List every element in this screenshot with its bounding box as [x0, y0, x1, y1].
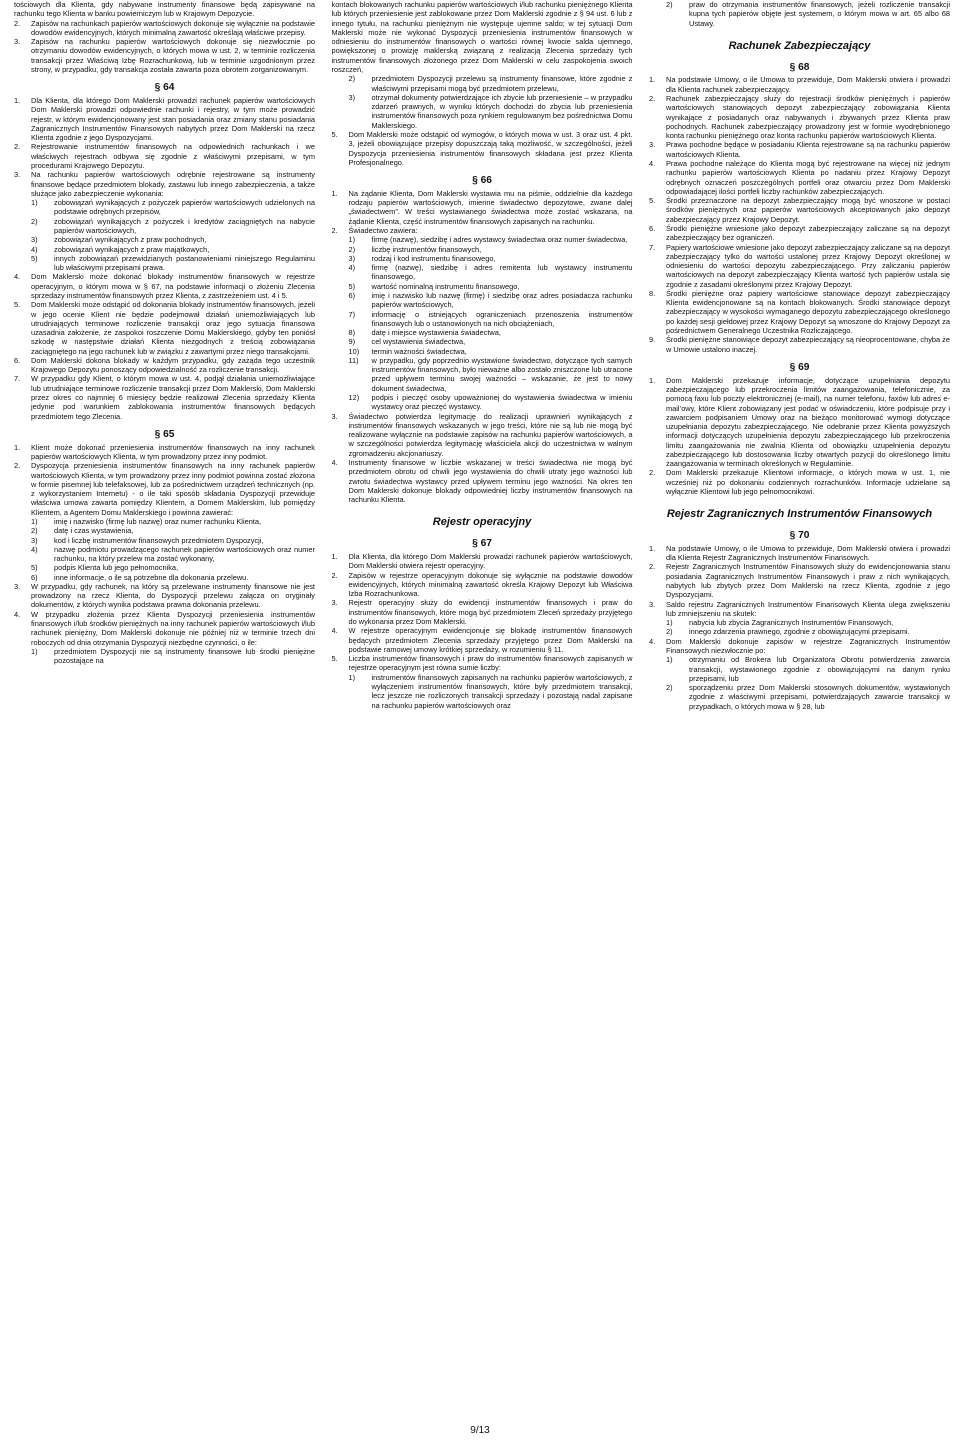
paragraph-number: 5. — [331, 654, 338, 664]
sub-item — [349, 310, 633, 329]
sub-item-text: firmę (nazwę), siedzibę i adres wystawcy świadectwa oraz numer świadectwa, — [371, 235, 628, 245]
sub-item — [666, 627, 950, 636]
sub-item-text: datę i czas wystawienia, — [54, 526, 134, 536]
sub-item-text: firmę (nazwę), siedzibę i adres remitenta lub wystawcy instrumentu finansowego, — [371, 263, 633, 282]
sub-item-text: otrzymaniu od Brokera lub Organizatora Obrotu potwierdzenia zawarcia transakcji, wystawionego zgodnie z obowiązującymi na danym rynku przepisami, lub — [689, 655, 950, 683]
paragraph-number: 4. — [14, 609, 21, 619]
paragraph-number: 4. — [649, 636, 656, 646]
sub-item-text: termin ważności świadectwa, — [371, 346, 467, 356]
paragraph-text: Rachunek zabezpieczający służy do rejestracji środków pieniężnych i papierów wartościowych stanowiących depozyt zabezpieczający zobowiązania Klienta wynikające z posiadanych oraz nabywanych i zbywanych przez Klienta praw pochodnych. Rachunek zabezpieczający prowadzony jest w formie wyodrębnionego konta rachunku pieniężnego oraz konta rachunku papierów wartościowych Klienta. — [666, 94, 950, 141]
paragraph-number: 2. — [331, 225, 338, 235]
sub-item — [349, 254, 633, 263]
paragraph-number: 2. — [649, 562, 656, 572]
paragraph-text: Rejestrowanie instrumentów finansowych na odpowiednich rachunkach i we właściwych rejestrach odbywa się zgodnie z właściwymi przepisami, w tym procedurami Krajowego Depozytu. — [31, 142, 315, 171]
numbered-paragraph — [14, 300, 315, 356]
numbered-paragraph — [332, 189, 633, 226]
sub-item — [666, 655, 950, 683]
sub-item-number: 9) — [348, 337, 356, 347]
sub-item-text: imię i nazwisko (firmę lub nazwę) oraz numer rachunku Klienta, — [54, 516, 262, 526]
sub-item-text: zobowiązań wynikających z pożyczek i kredytów zaciągniętych na nabycie papierów wartościowych, — [54, 216, 315, 235]
sub-item-text: kod i liczbę instrumentów finansowych przedmiotem Dyspozycji, — [54, 535, 264, 545]
sub-item-number: 5) — [31, 563, 38, 573]
paragraph-text: Środki pieniężne oraz papiery wartościowe stanowiące depozyt zabezpieczający Klienta ewidencjonowane są na kontach blokowanych. Środki stanowiące depozyt zabezpieczający w wysokości wymaganego depozytu zabezpieczającego określonego po każdej sesji giełdowej przez Krajowy Depozyt są wnoszone do Krajowy Depozyt za pośrednictwem Generalnego Uczestnika Rozliczającego. — [666, 288, 950, 336]
paragraph-text: Dla Klienta, dla którego Dom Maklerski prowadzi rachunek papierów wartościowych, Dom Maklerski otwiera rejestr operacyjny. — [348, 552, 633, 571]
paragraph-text: Instrumenty finansowe w liczbie wskazanej w treści świadectwa nie mogą być przedmiotem obrotu od chwili jego wystawienia do chwili utraty jego ważności lub zwrotu świadectwa wystawcy przed upływem terminu jego ważności. Na okres ten Dom Maklerski dokonuje blokady odpowiedniej liczby instrumentów finansowych na rachunku Klienta. — [348, 458, 633, 505]
paragraph-number: 1. — [14, 442, 21, 452]
paragraph-text: Na podstawie Umowy, o ile Umowa to przewiduje, Dom Maklerski otwiera i prowadzi dla Klienta rachunek zabezpieczający. — [666, 75, 950, 94]
sub-item-number: 7) — [348, 309, 356, 319]
sub-item-number: 6) — [348, 290, 356, 300]
numbered-paragraph — [649, 468, 950, 496]
sub-item — [31, 217, 315, 236]
sub-item-text: przedmiotem Dyspozycji przelewu są instrumenty finansowe, które zgodnie z właściwymi przepisami mogą być przedmiotem przelewu, — [371, 74, 633, 93]
sub-item — [349, 347, 633, 356]
paragraph-number: 2. — [649, 468, 656, 478]
paragraph-text: Rejestr Zagranicznych Instrumentów Finansowych służy do ewidencjonowania stanu posiadania Zagranicznych Instrumentów Finansowych i praw z nich wynikających, nabytych lub zbytych przez Dom Maklerski na rzecz Klienta, zgodnie z jego Dyspozycjami. — [666, 562, 950, 600]
continued-text: kontach blokowanych rachunku papierów wartościowych i/lub rachunku pieniężnego Klienta lub których przeniesienie jest zablokowane przez Dom Maklerski zgodnie z § 94 ust. 6 lub z innego tytułu, na rachunku pieniężnym nie występuje ujemne saldo; w tej sytuacji Dom Maklerski może nie wykonać Dyspozycji przeniesienia instrumentów finansowych w odniesieniu do instrumentów finansowych o wartości równej kwocie salda ujemnego, powiększonej o prowizję maklerską związaną z realizacją Zlecenia sprzedaży tych instrumentów finansowych złożonego przez Dom Maklerski w celu zaspokojenia swoich roszczeń, — [331, 0, 633, 74]
sub-item-text: zobowiązań wynikających z pożyczek papierów wartościowych udzielonych na podstawie odrębnych przepisów, — [54, 198, 315, 217]
sub-item-text: zobowiązań wynikających z praw majątkowych, — [54, 244, 210, 254]
paragraph-number: 1. — [331, 552, 338, 562]
sub-item-text: podpis Klienta lub jego pełnomocnika, — [54, 563, 179, 573]
paragraph-number: 3. — [649, 140, 656, 150]
sub-item — [31, 517, 315, 526]
sub-item-text: otrzymał dokumenty potwierdzające ich zbycie lub przeniesienie – w przypadku zdarzeń prawnych, w wyniku których dochodzi do zbycia lub przeniesienia instrumentów finansowych poza rynkiem regulowanym bez pośrednictwa Domu Maklerskiego. — [371, 92, 633, 130]
paragraph-number: 7. — [649, 242, 656, 252]
paragraph-text: Dom Maklerski przekazuje Klientowi informacje, o których mowa w ust. 1, nie wcześniej niż po dokonaniu codziennych rozrachunków. Informacje udzielane są wyłącznie Klientowi lub jego pełnomocnikowi. — [666, 468, 950, 497]
sub-item-number: 4) — [31, 544, 38, 554]
paragraph-text: W rejestrze operacyjnym ewidencjonuje się blokadę instrumentów finansowych będących przedmiotem Zlecenia sprzedaży przyjętego przez Dom Maklerski na podstawie ramowej umowy krótkiej sprzedaży, w rozumieniu § 11. — [348, 626, 633, 654]
paragraph-text: Rejestr operacyjny służy do ewidencji instrumentów finansowych i praw do instrumentów finansowych, które mogą być przedmiotem Zleceń sprzedaży przyjętego do wykonania przez Dom Maklerski. — [348, 598, 633, 626]
numbered-paragraph — [14, 356, 315, 375]
paragraph-number: 6. — [649, 223, 656, 233]
paragraph-text: Dom Maklerski dokona blokady w każdym przypadku, gdy zażąda tego uczestnik Krajowego Depozytu ponoszący odpowiedzialność za rozliczenie transakcji. — [31, 355, 315, 375]
paragraph-text: Dla Klienta, dla którego Dom Maklerski prowadzi rachunek papierów wartościowych Dom Maklerski prowadzi odpowiednie rachunki i rejestry, w tym może prowadzić rejestr, w którym ewidencjonowany jest stan posiadania oraz zmiany stanu posiadania Zagranicznych Instrumentów Finansowych nabytych przez Dom Maklerski na rzecz Klienta zgodnie z jego Dyspozycjami. — [31, 96, 315, 143]
paragraph-text: Dyspozycja przeniesienia instrumentów finansowych na inny rachunek papierów wartościowych Klienta, w tym prowadzony przez inny podmiot powinna zostać złożona w formie pisemnej lub telefaksowej, lub za pośrednictwem urządzeń technicznych (np. z wykorzystaniem Internetu) - o ile taki sposób składania Dyspozycji przewiduje właściwa umowa zawarta pomiędzy Klientem, a Domem Maklerskim, lub pomiędzy Klientem, a Agentem Domu Maklerskiego i powinna zawierać: — [31, 461, 315, 517]
paragraph-text: W przypadku złożenia przez Klienta Dyspozycji przeniesienia instrumentów finansowych i/lub środków pieniężnych na inny rachunek papierów wartościowych i/lub rachunek pieniężny, Dom Maklerski dokonuje nie później niż w terminie trzech dni roboczych od dnia otrzymania Dyspozycji niezbędne czynności, o ile: — [31, 609, 315, 647]
numbered-paragraph — [14, 272, 315, 300]
numbered-paragraph — [649, 600, 950, 619]
numbered-paragraph — [14, 170, 315, 198]
sub-item-text: rodzaj i kod instrumentu finansowego, — [371, 253, 496, 263]
numbered-paragraph — [649, 196, 950, 224]
sub-item-number: 2) — [31, 526, 38, 536]
numbered-paragraph — [649, 637, 950, 656]
sub-item — [31, 536, 315, 545]
numbered-paragraph — [649, 140, 950, 159]
section-heading: § 68 — [789, 61, 810, 73]
paragraph-text: Dom Maklerski może dokonać blokady instrumentów finansowych w rejestrze operacyjnym, o którym mowa w § 67, na podstawie informacji o złożeniu Zlecenia sprzedaży instrumentów finansowych przez Klienta, z zastrzeżeniem ust. 4 i 5. — [31, 272, 315, 300]
numbered-paragraph — [14, 374, 315, 420]
chapter-heading: Rejestr operacyjny — [432, 516, 532, 529]
sub-item — [31, 254, 315, 273]
sub-item — [31, 245, 315, 254]
numbered-paragraph — [332, 552, 633, 571]
sub-item-number: 12) — [348, 393, 360, 403]
paragraph-text: Dom Maklerski dokonuje zapisów w rejestrze Zagranicznych Instrumentów Finansowych niezwłocznie po: — [666, 636, 950, 656]
sub-item — [31, 198, 315, 217]
sub-item-number: 3) — [31, 235, 38, 245]
paragraph-number: 2. — [649, 94, 656, 103]
paragraph-text: Świadectwo potwierdza legitymację do realizacji uprawnień wynikających z instrumentów finansowych wskazanych w jego treści, które nie są lub nie mogą być realizowane wyłącznie na podstawie zapisów na rachunku papierów wartościowych, a w szczególności potwierdza legitymację właściciela akcji do uczestnictwa w walnym zgromadzeniu akcjonariuszy. — [348, 411, 633, 458]
section-heading: § 70 — [789, 530, 810, 542]
sub-item — [31, 545, 315, 564]
document-page — [14, 0, 950, 1410]
sub-item — [666, 618, 950, 627]
numbered-paragraph — [14, 96, 315, 142]
paragraph-text: Środki pieniężne stanowiące depozyt zabezpieczający są nieoprocentowane, chyba że w Umowie ustalono inaczej. — [666, 335, 950, 354]
sub-item-text: podpis i pieczęć osoby upoważnionej do wystawienia świadectwa w imieniu wystawcy oraz pieczęć wystawcy. — [371, 393, 633, 412]
sub-item-text: imię i nazwisko lub nazwę (firmę) i siedzibę oraz adres posiadacza rachunku papierów wartościowych, — [371, 290, 633, 310]
sub-item-number: 5) — [31, 253, 38, 263]
page-number: 9/13 — [470, 1425, 490, 1436]
sub-item-text: nabycia lub zbycia Zagranicznych Instrumentów Finansowych, — [689, 618, 894, 628]
paragraph-text: W przypadku gdy Klient, o którym mowa w ust. 4, podjął działania uniemożliwiające lub utrudniające terminowe rozliczenie transakcji przez Dom Maklerski, Dom Maklerski przez okres co najmniej 6 miesięcy będzie realizował Zlecenia sprzedaży Klienta jedynie pod warunkiem zablokowania instrumentów finansowych będących przedmiotem tego Zlecenia. — [31, 374, 315, 421]
section-heading: § 64 — [154, 82, 175, 94]
sub-item-text: praw do otrzymania instrumentów finansowych, jeżeli rozliczenie transakcji kupna tych papierów objęte jest systemem, o którym mowa w art. 65 albo 68 Ustawy. — [689, 0, 950, 28]
sub-item-text: wartość nominalną instrumentu finansowego, — [371, 281, 520, 291]
sub-item-number: 2) — [666, 683, 673, 693]
sub-item — [349, 673, 633, 710]
numbered-paragraph — [649, 335, 950, 354]
paragraph-text: W przypadku, gdy rachunek, na który są przelewane instrumenty finansowe nie jest prowadzony na rzecz Klienta, do Dyspozycji przelewu załącza on oryginały dokumentów, z których wynika podstawa prawna dokonania przelewu. — [31, 581, 315, 610]
section-heading: § 67 — [472, 538, 492, 550]
paragraph-number: 4. — [331, 458, 338, 468]
paragraph-number: 1. — [331, 188, 338, 198]
sub-item-number: 2) — [666, 0, 673, 9]
sub-item — [349, 93, 633, 130]
sub-item-text: datę i miejsce wystawienia świadectwa, — [371, 328, 501, 338]
paragraph-text: Zapisów na rachunkach papierów wartościowych dokonuje się wyłącznie na podstawie dowodów ewidencyjnych, których minimalną zawartość określają właściwe przepisy. — [31, 18, 315, 37]
sub-item-number: 6) — [31, 572, 38, 582]
sub-item-number: 1) — [31, 198, 38, 208]
numbered-paragraph — [649, 159, 950, 196]
sub-item-number: 4) — [348, 263, 356, 273]
sub-item-number: 3) — [31, 535, 38, 545]
paragraph-number: 1. — [649, 543, 656, 553]
numbered-paragraph — [14, 461, 315, 517]
sub-item-number: 8) — [348, 328, 356, 338]
paragraph-number: 3. — [649, 599, 656, 609]
sub-item — [349, 356, 633, 393]
sub-item — [31, 526, 315, 535]
sub-item-text: w przypadku, gdy poprzednio wystawione świadectwo, dotyczące tych samych instrumentów finansowych, było nieważne albo zostało zniszczone lub utracone przed upływem terminu swojej ważności – wskazanie, że jest to nowy dokument świadectwa, — [371, 355, 633, 393]
numbered-paragraph — [649, 376, 950, 469]
paragraph-number: 8. — [649, 288, 656, 298]
paragraph-text: Dom Maklerski może odstąpić od wymogów, o których mowa w ust. 3 oraz ust. 4 pkt. 3, jeżeli obowiązujące przepisy dopuszczają taką możliwość, w szczególności, jeżeli Dyspozycja przeniesienia instrumentów finansowych składana jest przez Klienta Profesjonalnego. — [348, 129, 633, 167]
sub-item-text: instrumentów finansowych zapisanych na rachunku papierów wartościowych, z wyłączeniem instrumentów finansowych, które były przedmiotem transakcji, lecz jeszcze nie rozliczonych transakcji sprzedaży i pozostają nadal zapisane na rachunku papierów wartościowych oraz — [371, 672, 633, 710]
paragraph-number: 1. — [14, 96, 21, 106]
numbered-paragraph — [14, 37, 315, 74]
sub-item-number: 2) — [348, 74, 356, 84]
sub-item — [349, 245, 633, 254]
sub-item — [349, 74, 633, 93]
sub-item-number: 1) — [348, 235, 356, 245]
paragraph-text: Środki pieniężne wniesione jako depozyt zabezpieczający zaliczane są na depozyt zabezpieczający bez ograniczeń. — [666, 223, 950, 243]
sub-item-text: innego zdarzenia prawnego, zgodnie z obowiązującymi przepisami. — [689, 627, 910, 637]
numbered-paragraph — [649, 544, 950, 563]
paragraph-text: Środki przeznaczone na depozyt zabezpieczający mogą być wnoszone w postaci środków pieniężnych oraz papierów wartościowych akceptowanych jako depozyt zabezpieczający przez Krajowy Depozyt. — [666, 196, 950, 224]
paragraph-number: 7. — [14, 374, 21, 384]
paragraph-text: Zapisów w rejestrze operacyjnym dokonuje się wyłącznie na podstawie dowodów ewidencyjnych, których minimalną zawartość określa Krajowy Depozyt lub Właściwa Izba Rozrachunkowa. — [348, 570, 633, 599]
paragraph-number: 5. — [331, 129, 338, 139]
numbered-paragraph — [332, 571, 633, 599]
numbered-paragraph — [14, 610, 315, 647]
sub-item-number: 11) — [348, 355, 359, 365]
sub-item-text: sporządzeniu przez Dom Maklerski stosownych dokumentów, wystawionych zgodnie z właściwymi przepisami, potwierdzających zawarcie transakcji w przypadkach, o których mowa w § 28, lub — [689, 683, 950, 711]
numbered-paragraph — [14, 582, 315, 610]
paragraph-number: 2. — [14, 142, 21, 152]
paragraph-text: Liczba instrumentów finansowych i praw do instrumentów finansowych zapisanych w rejestrze operacyjnym jest równa sumie liczby: — [348, 654, 633, 673]
numbered-paragraph — [649, 224, 950, 243]
sub-item — [349, 235, 633, 244]
sub-item-number: 3) — [348, 253, 356, 263]
numbered-paragraph — [332, 130, 633, 167]
sub-item-number: 2) — [31, 216, 38, 226]
sub-item — [31, 235, 315, 244]
sub-item — [666, 683, 950, 711]
numbered-paragraph — [649, 75, 950, 94]
paragraph-number: 2. — [14, 461, 21, 471]
paragraph-number: 4. — [649, 158, 656, 168]
sub-item-text: innych zobowiązań przewidzianych postanowieniami niniejszego Regulaminu lub właściwymi przepisami prawa. — [54, 253, 315, 273]
column-middle — [332, 0, 633, 1410]
sub-item — [349, 328, 633, 337]
numbered-paragraph — [14, 443, 315, 462]
sub-item-number: 5) — [348, 281, 356, 291]
section-heading: § 66 — [472, 175, 492, 187]
numbered-paragraph — [332, 654, 633, 673]
sub-item — [31, 573, 315, 582]
numbered-paragraph — [332, 226, 633, 235]
sub-item-text: informację o istniejących ograniczeniach przenoszenia instrumentów finansowych lub o ustanowionych na nich obciążeniach, — [371, 309, 633, 328]
sub-item-number: 1) — [666, 655, 673, 665]
paragraph-number: 4. — [14, 272, 21, 282]
column-right — [649, 0, 950, 1410]
paragraph-text: Dom Maklerski przekazuje informacje, dotyczące uzupełniania depozytu zabezpieczającego lub przekroczenia limitów zaangażowania, telefonicznie, za pomocą faxu lub poczty elektronicznej (e-mail), na numer telefonu, faxów lub adres e-mail’owy, które Klient zobowiązany jest podać w oświadczeniu, które podpisuje przy i zawarciem podpisaniem Umowy oraz na bieżąco monitorować wymogi dotyczące uzupełniania depozytu zabezpieczającego. Nie odebranie przez Klienta powyższych informacji dotyczących uzupełnienia depozytu zabezpieczającego lub przekroczenia limitu zaangażowania nie zwalnia Klienta od obowiązku uzupełnienia depozytu zabezpieczającego lub dostosowania liczby otwartych pozycji do określonego limitu zaangażowania w terminach określonych w Regulaminie. — [666, 375, 950, 469]
paragraph-number: 3. — [331, 411, 338, 421]
sub-item — [349, 393, 633, 412]
paragraph-text: Prawa pochodne należące do Klienta mogą być rejestrowane na więcej niż jednym rachunku papierów wartościowych Klienta po nadaniu przez Krajowy Depozyt odrębnych oznaczeń poszczególnych portfeli oraz otwarciu przez Dom Maklerski odpowiadającej ilości portfeli liczby rachunków zabezpieczających. — [666, 158, 950, 196]
paragraph-number: 9. — [649, 335, 656, 345]
paragraph-text: Na żądanie Klienta, Dom Maklerski wystawia mu na piśmie, oddzielnie dla każdego rodzaju papierów wartościowych, imienne świadectwo depozytowe, zwane dalej „świadectwem”. W treści wystawianego świadectwa może zostać wskazana, na żądanie Klienta, część instrumentów finansowych zapisanych na rachunku. — [348, 188, 633, 226]
sub-item-text: liczbę instrumentów finansowych, — [371, 244, 482, 254]
numbered-paragraph — [332, 458, 633, 504]
sub-item — [349, 291, 633, 310]
sub-item-text: zobowiązań wynikających z praw pochodnych, — [54, 235, 207, 245]
paragraph-number: 6. — [14, 355, 21, 365]
paragraph-text: Świadectwo zawiera: — [348, 225, 418, 235]
sub-item — [31, 563, 315, 572]
sub-item-text: nazwę podmiotu prowadzącego rachunek papierów wartościowych oraz numer rachunku, na który przelew ma zostać wykonany, — [54, 544, 315, 564]
paragraph-text: Dom Maklerski może odstąpić od dokonania blokady instrumentów finansowych, jeżeli w jego ocenie Klient nie będzie podejmował działań uniemożliwiających lub utrudniających terminowe rozliczenie transakcji oraz jego sytuacja finansowa uzasadnia założenie, że zaspokoi roszczenie Domu Maklerskiego, gdyby ten poniósł szkodę w następstwie działań Klienta niezgodnych z treścią zobowiązania zaciągniętego na jego rachunek lub w związku z zawartymi przez niego transakcjami. — [31, 300, 315, 356]
section-heading: § 65 — [154, 428, 175, 440]
paragraph-number: 3. — [14, 170, 21, 180]
sub-item-number: 10) — [348, 346, 360, 356]
numbered-paragraph — [649, 562, 950, 599]
continued-text: tościowych dla Klienta, gdy nabywane instrumenty finansowe będą zapisywane na rachunku tego Klienta w banku powierniczym lub w Krajowym Depozycie. — [14, 0, 315, 19]
numbered-paragraph — [14, 142, 315, 170]
paragraph-text: Klient może dokonać przeniesienia instrumentów finansowych na inny rachunek papierów wartościowych Klienta, w tym prowadzony przez inny podmiot. — [31, 442, 315, 461]
sub-item — [31, 647, 315, 666]
numbered-paragraph — [332, 412, 633, 458]
chapter-heading: Rejestr Zagranicznych Instrumentów Finansowych — [666, 508, 933, 521]
sub-item — [349, 263, 633, 282]
paragraph-text: Na rachunku papierów wartościowych odrębnie rejestrowane są instrumenty finansowe będące przedmiotem blokady, zastawu lub innego zabezpieczenia, a także służące jako zabezpieczenie wykonania: — [31, 170, 315, 198]
numbered-paragraph — [14, 19, 315, 38]
column-left — [14, 0, 315, 1410]
paragraph-number: 1. — [649, 375, 656, 385]
paragraph-text: Prawa pochodne będące w posiadaniu Klienta rejestrowane są na rachunku papierów wartościowych Klienta. — [666, 140, 950, 159]
paragraph-number: 2. — [14, 18, 21, 28]
sub-item-number: 1) — [31, 646, 38, 656]
numbered-paragraph — [332, 598, 633, 626]
paragraph-text: Saldo rejestru Zagranicznych Instrumentów Finansowych Klienta ulega zwiększeniu lub zmniejszeniu na skutek: — [666, 599, 950, 618]
sub-item-text: inne informacje, o ile są potrzebne dla dokonania przelewu. — [54, 572, 249, 582]
paragraph-number: 3. — [14, 37, 21, 47]
paragraph-number: 2. — [331, 570, 338, 580]
paragraph-number: 3. — [14, 581, 21, 591]
sub-item-number: 3) — [348, 92, 356, 102]
paragraph-number: 1. — [649, 75, 656, 85]
paragraph-number: 4. — [331, 626, 338, 636]
paragraph-number: 5. — [649, 196, 656, 206]
sub-item-number: 4) — [31, 244, 38, 254]
numbered-paragraph — [649, 243, 950, 289]
numbered-paragraph — [649, 289, 950, 335]
sub-item-number: 2) — [348, 244, 356, 254]
paragraph-text: Zapisów na rachunku papierów wartościowych dokonuje się niezwłocznie po otrzymaniu dowodów ewidencyjnych, o których mowa w ust. 2, w terminie rozliczenia transakcji przez Właściwą Izbę Rozrachunkową, lub w terminie uzgodnionym przez strony, w przypadku, gdy transakcja została zawarta poza obrotem zorganizowanym. — [31, 37, 315, 74]
numbered-paragraph — [649, 94, 950, 140]
paragraph-number: 3. — [331, 598, 338, 608]
sub-item-number: 2) — [666, 627, 673, 637]
sub-item-text: przedmiotem Dyspozycji nie są instrumenty finansowe lub środki pieniężne pozostające na — [54, 646, 315, 666]
paragraph-number: 5. — [14, 300, 21, 310]
sub-item — [349, 282, 633, 291]
sub-item-text: cel wystawienia świadectwa, — [371, 337, 466, 347]
sub-item — [349, 337, 633, 346]
sub-item-number: 1) — [348, 672, 356, 682]
sub-item — [666, 0, 950, 28]
paragraph-text: Papiery wartościowe wniesione jako depozyt zabezpieczający zaliczane są na depozyt zabezpieczający tylko do wartości ustalonej przez Krajowy Depozyt określonej w odniesieniu do wartości depozytu zabezpieczającego. Przy zaliczaniu papierów wartościowych na depozyt zabezpieczający Klienta wartość tych papierów ustala się zgodnie z zasadami określonymi przez Krajowy Depozyt. — [666, 242, 950, 289]
section-heading: § 69 — [789, 361, 810, 373]
paragraph-text: Na podstawie Umowy, o ile Umowa to przewiduje, Dom Maklerski otwiera i prowadzi dla Klienta Rejestr Zagranicznych Instrumentów Finansowych. — [666, 543, 950, 563]
sub-item-number: 1) — [31, 516, 38, 526]
numbered-paragraph — [332, 626, 633, 654]
sub-item-number: 1) — [666, 618, 673, 628]
chapter-heading: Rachunek Zabezpieczający — [728, 39, 871, 52]
